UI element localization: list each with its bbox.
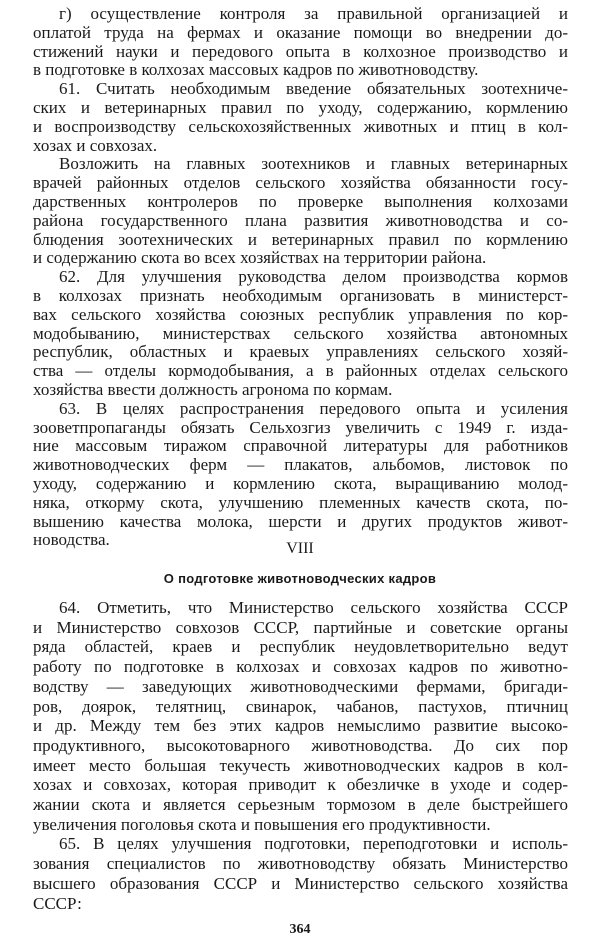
text-line: оплатой труда на фермах и оказание помощи во внедрении до- <box>33 22 568 42</box>
text-line: г) осуществление контроля за правильной организацией и <box>59 4 568 23</box>
text-line: жании скота и является серьезным тормозом в деле быстрейшего <box>33 795 568 815</box>
text-line: хозах и совхозах, которая приводит к обезличке в уходе и содер- <box>33 775 568 795</box>
text-line: 65. В целях улучшения подготовки, переподготовки и исполь- <box>59 834 568 854</box>
text-line: водству — заведующих животноводческими фермами, бригади- <box>33 676 568 696</box>
text-line: и др. Между тем без этих кадров немыслимо развитие высоко- <box>33 716 568 736</box>
text-line: 62. Для улучшения руководства делом производства кормов <box>59 267 568 287</box>
text-line: Возложить на главных зоотехников и главных ветеринарных <box>59 154 568 174</box>
text-line: стижений науки и передового опыта в колхозное производство и <box>33 41 568 61</box>
text-line: высшего образования СССР и Министерство сельского хозяйства <box>33 873 568 893</box>
text-line: 63. В целях распространения передового опыта и усиления <box>59 398 568 418</box>
section-heading: О подготовке животноводческих кадров <box>163 571 437 586</box>
text-line: модобыванию, министерствах сельского хозяйства автономных <box>33 323 568 343</box>
text-line: ряда областей, краев и республик неудовлетворительно ведут <box>33 637 568 657</box>
text-line: животноводческих ферм — плакатов, альбомов, листовок по <box>33 455 568 475</box>
text-line: имеет место большая текучесть животноводческих кадров в кол- <box>33 755 568 775</box>
text-line: зования специалистов по животноводству обязать Министерство <box>33 854 568 874</box>
text-line: и воспроизводству сельскохозяйственных животных и птиц в кол- <box>33 116 568 136</box>
text-line: работу по подготовке в колхозах и совхозах кадров по животно- <box>33 657 568 677</box>
text-line: ства — отделы кормодобывания, а в районных отделах сельского <box>33 361 568 381</box>
text-line: СССР: <box>33 893 82 913</box>
text-line: хозяйства ввести должность агронома по кормам. <box>33 379 393 399</box>
paragraph <box>33 400 568 550</box>
paragraph <box>33 834 568 913</box>
text-line: блюдения зоотехнических и ветеринарных правил по кормлению <box>33 229 568 249</box>
text-block-top <box>33 5 568 550</box>
text-line: и содержанию скота во всех хозяйствах на территории района. <box>33 248 487 268</box>
text-line: республик, областных и краевых управлениях сельского хозяй- <box>33 342 568 362</box>
text-line: няка, откорму скота, улучшению племенных качеств скота, по- <box>33 492 568 512</box>
text-block-bottom <box>33 598 568 913</box>
text-line: в подготовке в колхозах массовых кадров по животноводству. <box>33 60 479 80</box>
text-line: вышению качества молока, шерсти и других продуктов живот- <box>33 511 568 531</box>
text-line: продуктивного, высокотоварного животноводства. До сих пор <box>33 735 568 755</box>
paragraph <box>33 80 568 155</box>
text-line: ров, доярок, телятниц, свинарок, чабанов, пастухов, птичниц <box>33 696 568 716</box>
text-line: вах сельского хозяйства союзных республик управления по кор- <box>33 304 568 324</box>
text-line: 64. Отметить, что Министерство сельского хозяйства СССР <box>59 598 568 617</box>
text-line: зооветпропаганды обязать Сельхозгиз увеличить с 1949 г. изда- <box>33 417 568 437</box>
text-line: 61. Считать необходимым введение обязательных зоотехниче- <box>59 79 568 99</box>
text-line: и Министерство совхозов СССР, партийные и советские органы <box>33 617 568 637</box>
text-line: в колхозах признать необходимым организовать в министерст- <box>33 285 568 305</box>
text-line: врачей районных отделов сельского хозяйства обязанности госу- <box>33 173 568 193</box>
paragraph <box>33 268 568 400</box>
text-line: новодства. <box>33 530 110 550</box>
paragraph <box>33 155 568 268</box>
page-number: 364 <box>289 922 311 937</box>
text-line: ние массовым тиражом справочной литературы для работников <box>33 436 568 456</box>
text-line: увеличения поголовья скота и повышения его продуктивности. <box>33 814 491 834</box>
paragraph <box>33 5 568 80</box>
text-line: дарственных контролеров по проверке выполнения колхозами <box>33 191 568 211</box>
text-line: района государственного плана развития животноводства и со- <box>33 210 568 230</box>
text-line: ских и ветеринарных правил по уходу, содержанию, кормлению <box>33 97 568 117</box>
text-line: хозах и совхозах. <box>33 135 158 155</box>
paragraph <box>33 598 568 834</box>
text-line: уходу, содержанию и кормлению скота, выращиванию молод- <box>33 473 568 493</box>
section-number: VIII <box>286 540 314 557</box>
